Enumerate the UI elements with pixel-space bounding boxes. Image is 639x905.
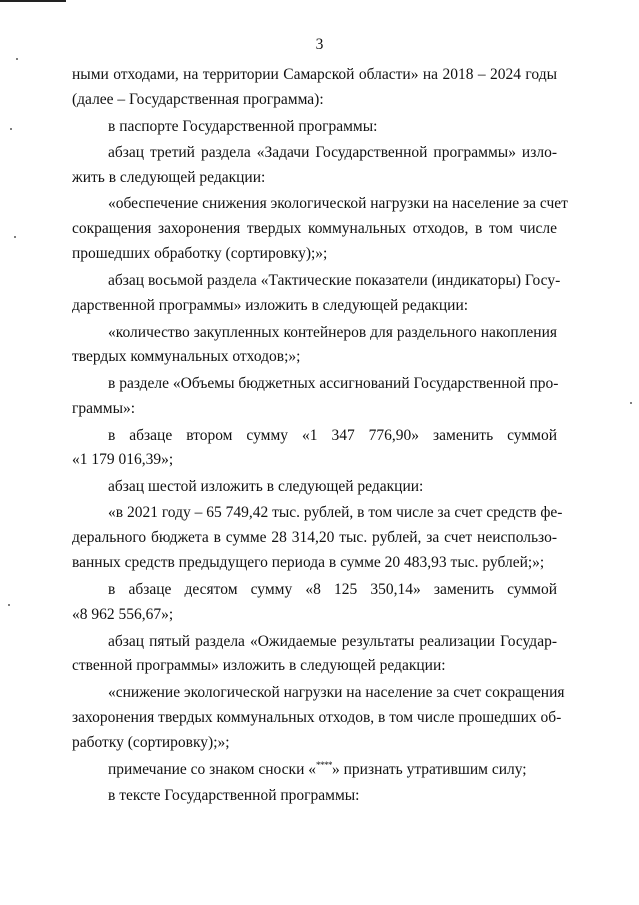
- text-line: абзац восьмой раздела «Тактические показатели (индикаторы) Госу-: [108, 272, 561, 289]
- scan-speck: [16, 58, 18, 60]
- text-line: «обеспечение снижения экологической нагрузки на население за счет: [108, 195, 568, 212]
- footnote-note-line: [108, 760, 557, 781]
- footnote-note-text: » признать утратившим силу;: [332, 761, 527, 778]
- text-line: в разделе «Объемы бюджетных ассигнований Государственной про-: [108, 375, 559, 392]
- scan-speck: [8, 604, 10, 606]
- text-line: сокращения захоронения твердых коммунальных отходов, в том числе: [72, 220, 557, 237]
- scan-edge-mark: [0, 0, 66, 2]
- scan-speck: [10, 128, 12, 130]
- text-line: твердых коммунальных отходов;»;: [72, 348, 301, 365]
- text-line: «в 2021 году – 65 749,42 тыс. рублей, в том числе за счет средств фе-: [108, 504, 563, 521]
- text-line: «количество закупленных контейнеров для раздельного накопления: [108, 324, 557, 341]
- text-line: захоронения твердых коммунальных отходов, в том числе прошедших об-: [72, 709, 562, 726]
- text-line: прошедших обработку (сортировку);»;: [72, 245, 328, 262]
- text-line: абзац пятый раздела «Ожидаемые результаты реализации Государ-: [108, 633, 557, 650]
- scan-speck: [630, 402, 632, 404]
- text-line: «1 179 016,39»;: [72, 451, 174, 468]
- text-line: ственной программы» изложить в следующей редакции:: [72, 657, 446, 674]
- text-line: в тексте Государственной программы:: [108, 787, 360, 804]
- text-line: граммы»:: [72, 400, 136, 417]
- text-line: «снижение экологической нагрузки на население за счет сокращения: [108, 684, 565, 701]
- text-line: абзац третий раздела «Задачи Государственной программы» изло-: [108, 144, 557, 161]
- text-line: ными отходами, на территории Самарской области» на 2018 – 2024 годы: [72, 66, 557, 83]
- text-line: в паспорте Государственной программы:: [108, 118, 378, 135]
- footnote-mark: ****: [316, 760, 332, 770]
- text-line: работку (сортировку);»;: [72, 734, 230, 751]
- text-line: дерального бюджета в сумме 28 314,20 тыс. рублей, за счет неиспользо-: [72, 529, 557, 546]
- text-line: ванных средств предыдущего периода в сумме 20 483,93 тыс. рублей;»;: [72, 554, 545, 571]
- text-line: абзац шестой изложить в следующей редакции:: [108, 478, 424, 495]
- text-line: (далее – Государственная программа):: [72, 91, 324, 108]
- text-line: дарственной программы» изложить в следующей редакции:: [72, 297, 469, 314]
- text-line: жить в следующей редакции:: [72, 169, 266, 186]
- footnote-note-text: примечание со знаком сноски «: [108, 761, 316, 778]
- scan-speck: [14, 236, 16, 238]
- page-number: 3: [315, 36, 324, 53]
- text-line: «8 962 556,67»;: [72, 606, 174, 623]
- text-line: в абзаце десятом сумму «8 125 350,14» заменить суммой: [108, 581, 557, 598]
- text-line: в абзаце втором сумму «1 347 776,90» заменить суммой: [108, 427, 557, 444]
